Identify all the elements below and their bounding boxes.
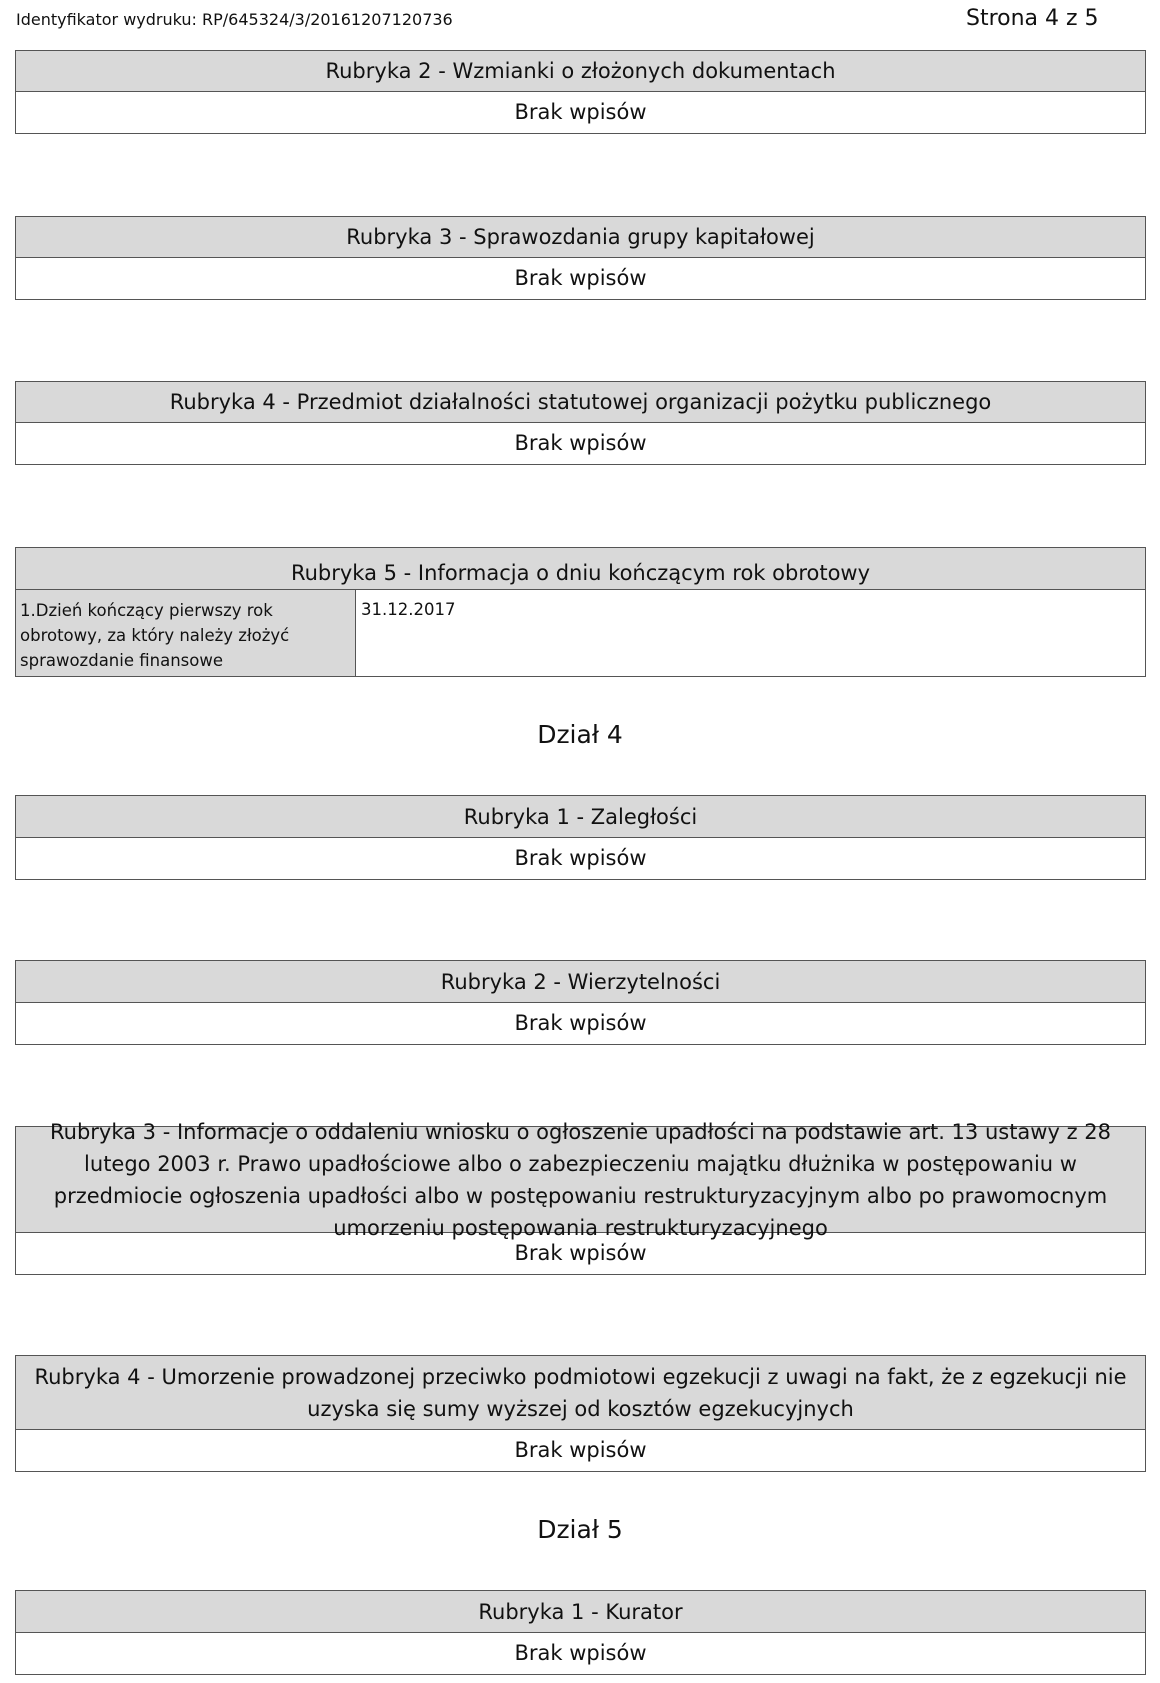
box-title: Rubryka 1 - Kurator — [16, 1591, 1145, 1633]
box-title: Rubryka 2 - Wierzytelności — [16, 961, 1145, 1003]
rubryka-3-group-reports-box — [15, 216, 1146, 300]
rubryka-3-bankruptcy-info-box — [15, 1119, 1146, 1275]
rubryka-4-statutory-activity-box — [15, 381, 1146, 465]
row-value: 31.12.2017 — [361, 600, 456, 619]
box-title: Rubryka 4 - Przedmiot działalności statutowej organizacji pożytku publicznego — [16, 382, 1145, 423]
rubryka-1-curator-box — [15, 1590, 1146, 1675]
section-title-dzial-4: Dział 4 — [537, 720, 623, 749]
fiscal-year-row — [16, 590, 1145, 676]
page-number: Strona 4 z 5 — [966, 6, 1099, 31]
box-body: Brak wpisów — [514, 846, 647, 870]
rubryka-1-arrears-box — [15, 795, 1146, 880]
rubryka-5-fiscal-year-box — [15, 547, 1146, 677]
rubryka-2-receivables-box — [15, 960, 1146, 1045]
rubryka-2-documents-box — [15, 50, 1146, 134]
box-title: Rubryka 3 - Sprawozdania grupy kapitałowej — [16, 217, 1145, 258]
section-title-dzial-5: Dział 5 — [537, 1515, 623, 1544]
print-identifier: Identyfikator wydruku: RP/645324/3/20161207120736 — [16, 10, 453, 29]
box-title: Rubryka 2 - Wzmianki o złożonych dokumentach — [16, 51, 1145, 92]
box-body: Brak wpisów — [514, 266, 647, 290]
box-body: Brak wpisów — [514, 431, 647, 455]
row-label: 1.Dzień kończący pierwszy rok obrotowy, za który należy złożyć sprawozdanie finansowe — [16, 590, 356, 676]
page-header — [0, 0, 1160, 40]
box-body: Brak wpisów — [514, 100, 647, 124]
box-body: Brak wpisów — [514, 1241, 647, 1265]
box-title: Rubryka 5 - Informacja o dniu kończącym rok obrotowy — [16, 548, 1145, 590]
rubryka-4-enforcement-discontinued-box — [15, 1355, 1146, 1472]
box-title: Rubryka 1 - Zaległości — [16, 796, 1145, 838]
box-body: Brak wpisów — [514, 1641, 647, 1665]
box-title: Rubryka 3 - Informacje o oddaleniu wniosku o ogłoszenie upadłości na podstawie art. 13 ustawy z 28 lutego 2003 r. Prawo upadłościowe albo o zabezpieczeniu majątku dłużnika w postępowaniu w przedmiocie ogłoszenia upadłości albo w postępowaniu restrukturyzacyjnym albo po prawomocnym umorzeniu postępowania restrukturyzacyjnego — [16, 1127, 1145, 1233]
box-title: Rubryka 4 - Umorzenie prowadzonej przeciwko podmiotowi egzekucji z uwagi na fakt, że z egzekucji nie uzyska się sumy wyższej od kosztów egzekucyjnych — [16, 1356, 1145, 1430]
box-body: Brak wpisów — [514, 1438, 647, 1462]
box-body: Brak wpisów — [514, 1011, 647, 1035]
